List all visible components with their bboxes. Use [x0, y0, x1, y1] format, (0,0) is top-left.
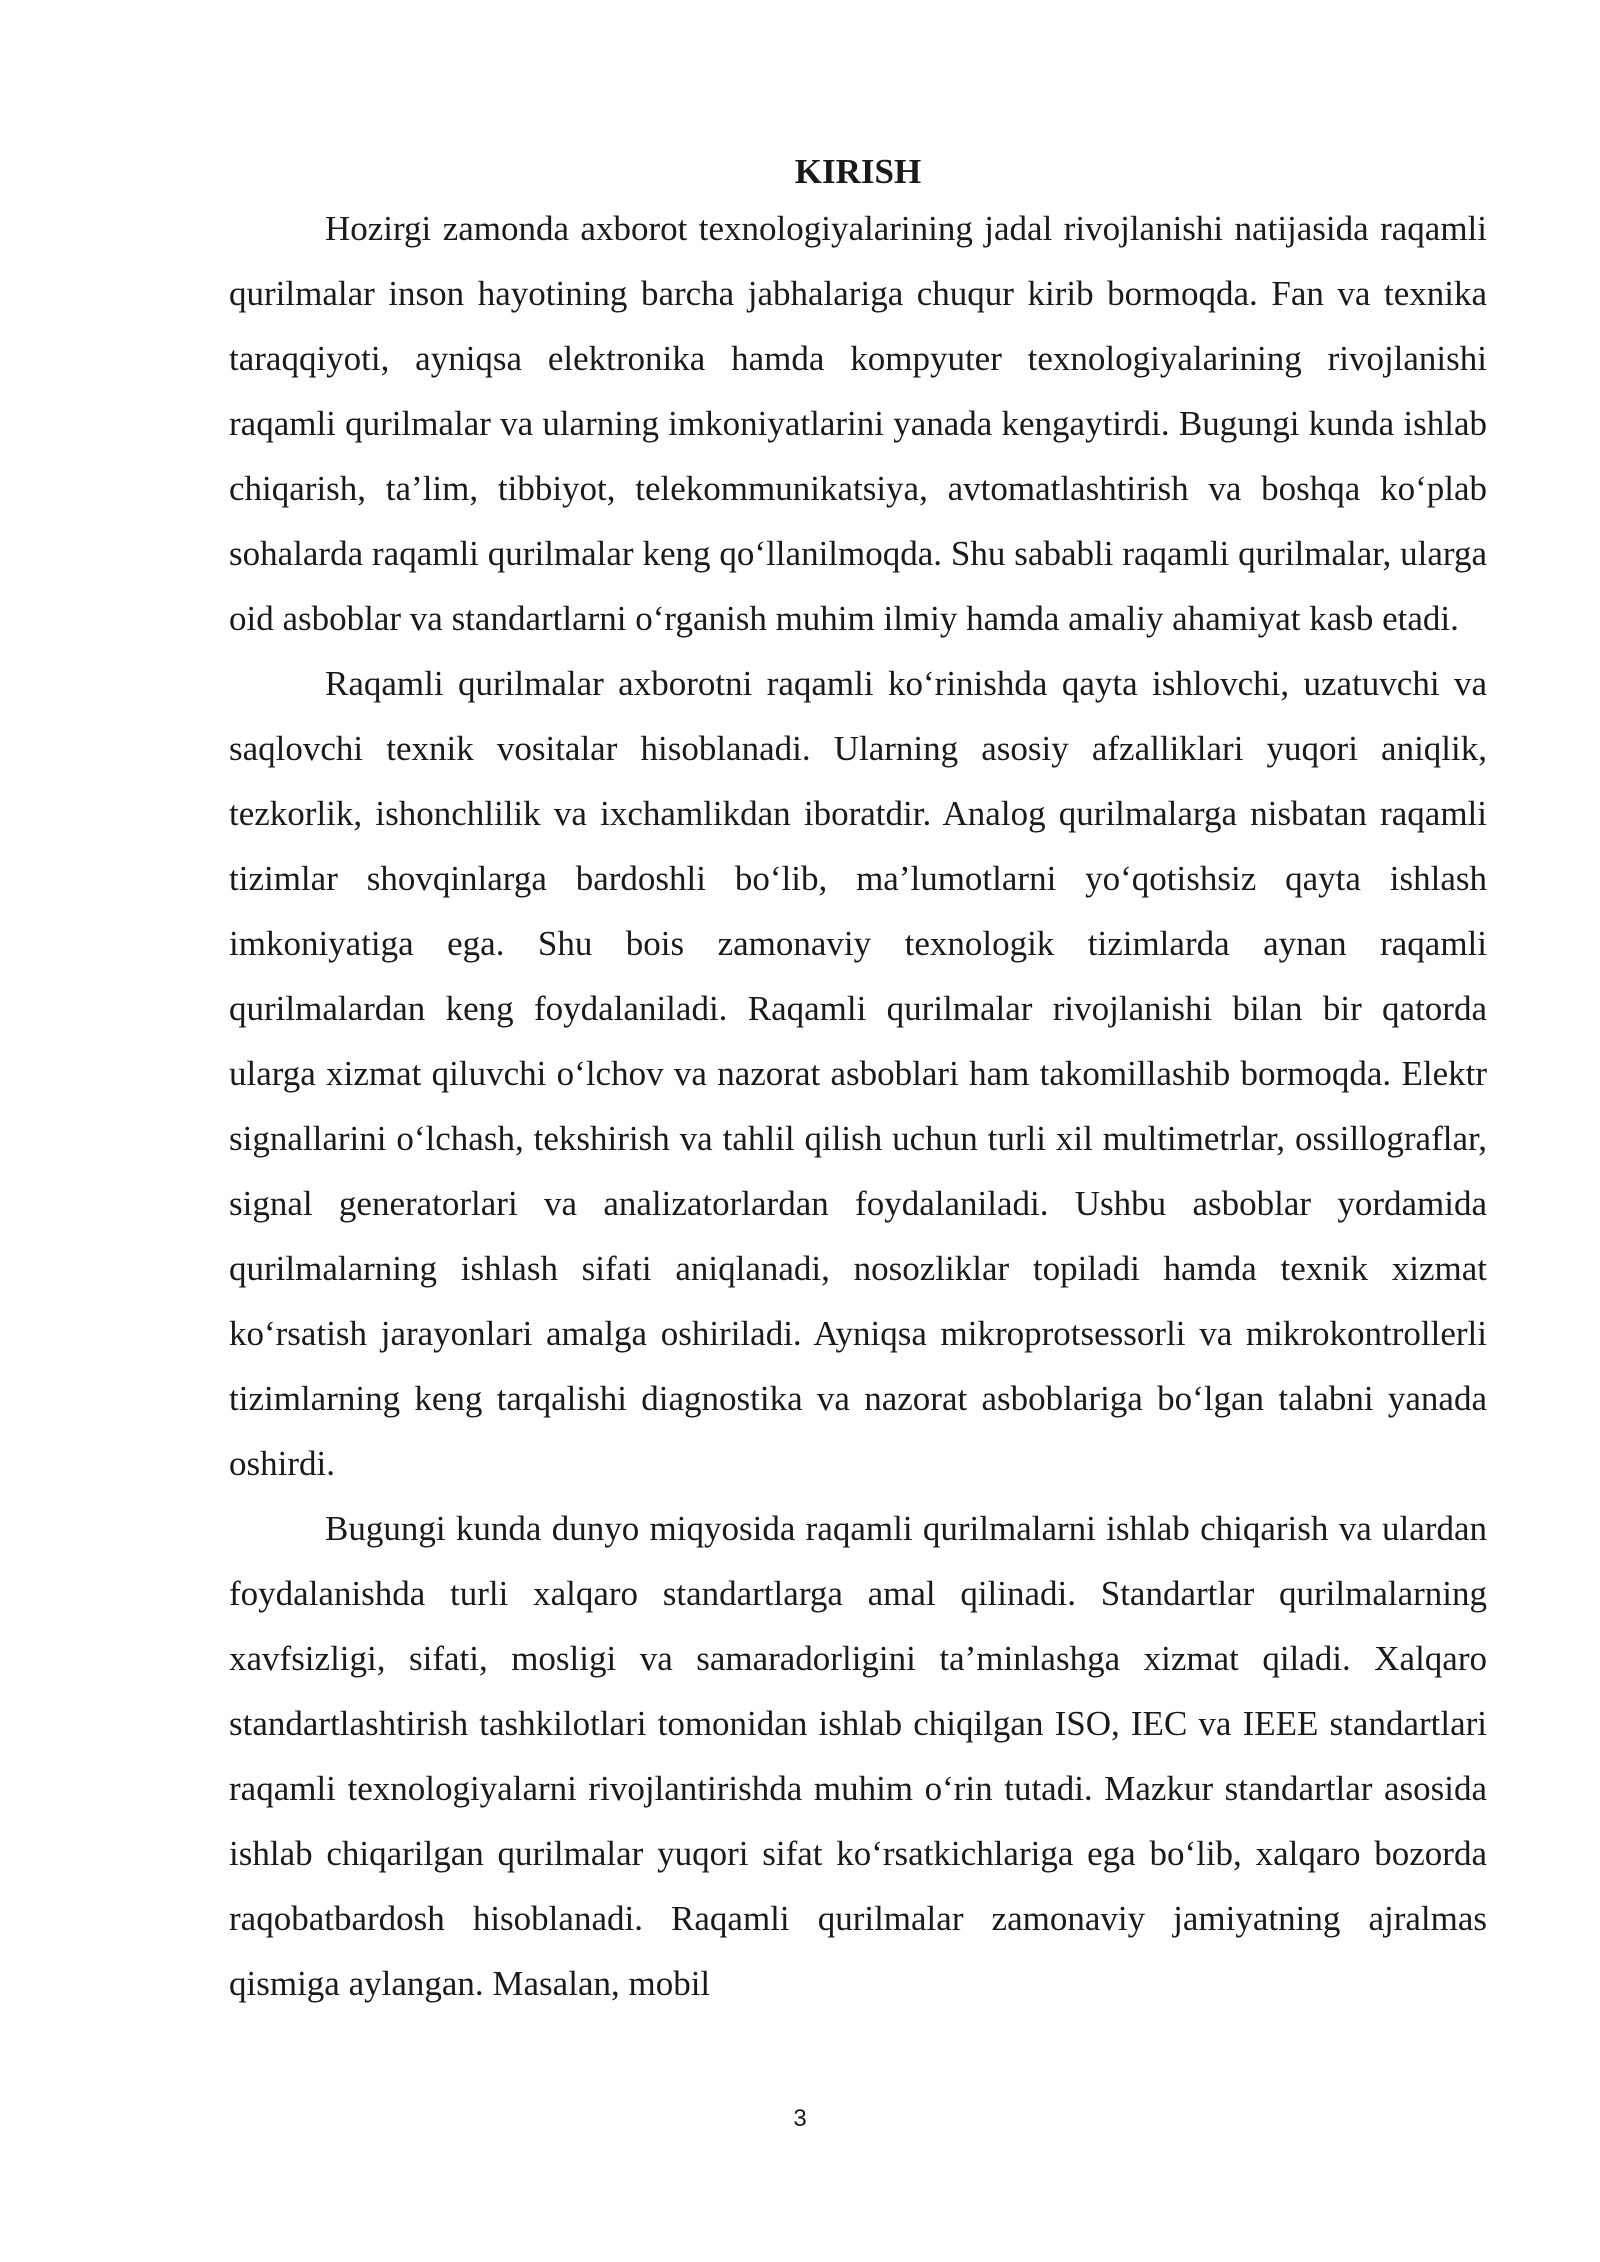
page-title: KIRISH [794, 152, 922, 191]
page-body [229, 148, 1487, 2016]
page-number: 3 [793, 2105, 807, 2132]
paragraph-2: Raqamli qurilmalar axborotni raqamli ko‘rinishda qayta ishlovchi, uzatuvchi va saqlovchi texnik vositalar hisoblanadi. Ularning asosiy afzalliklari yuqori aniqlik, tezkorlik, ishonchlilik va ixchamlikdan iboratdir. Analog qurilmalarga nisbatan raqamli tizimlar shovqinlarga bardoshli bo‘lib, ma’lumotlarni yo‘qotishsiz qayta ishlash imkoniyatiga ega. Shu bois zamonaviy texnologik tizimlarda aynan raqamli qurilmalardan keng foydalaniladi. Raqamli qurilmalar rivojlanishi bilan bir qatorda ularga xizmat qiluvchi o‘lchov va nazorat asboblari ham takomillashib bormoqda. Elektr signallarini o‘lchash, tekshirish va tahlil qilish uchun turli xil multimetrlar, ossillograflar, signal generatorlari va analizatorlardan foydalaniladi. Ushbu asboblar yordamida qurilmalarning ishlash sifati aniqlanadi, nosozliklar topiladi hamda texnik xizmat ko‘rsatish jarayonlari amalga oshiriladi. Ayniqsa mikroprotsessorli va mikrokontrollerli tizimlarning keng tarqalishi diagnostika va nazorat asboblariga bo‘lgan talabni yanada oshirdi. [229, 664, 1487, 1483]
paragraph-3: Bugungi kunda dunyo miqyosida raqamli qurilmalarni ishlab chiqarish va ulardan foydalanishda turli xalqaro standartlarga amal qilinadi. Standartlar qurilmalarning xavfsizligi, sifati, mosligi va samaradorligini ta’minlashga xizmat qiladi. Xalqaro standartlashtirish tashkilotlari tomonidan ishlab chiqilgan ISO, IEC va IEEE standartlari raqamli texnologiyalarni rivojlantirishda muhim o‘rin tutadi. Mazkur standartlar asosida ishlab chiqarilgan qurilmalar yuqori sifat ko‘rsatkichlariga ega bo‘lib, xalqaro bozorda raqobatbardosh hisoblanadi. Raqamli qurilmalar zamonaviy jamiyatning ajralmas qismiga aylangan. Masalan, mobil [229, 1509, 1487, 2003]
paragraph-1: Hozirgi zamonda axborot texnologiyalarining jadal rivojlanishi natijasida raqamli qurilmalar inson hayotining barcha jabhalariga chuqur kirib bormoqda. Fan va texnika taraqqiyoti, ayniqsa elektronika hamda kompyuter texnologiyalarining rivojlanishi raqamli qurilmalar va ularning imkoniyatlarini yanada kengaytirdi. Bugungi kunda ishlab chiqarish, ta’lim, tibbiyot, telekommunikatsiya, avtomatlashtirish va boshqa ko‘plab sohalarda raqamli qurilmalar keng qo‘llanilmoqda. Shu sababli raqamli qurilmalar, ularga oid asboblar va standartlarni o‘rganish muhim ilmiy hamda amaliy ahamiyat kasb etadi. [229, 209, 1487, 638]
